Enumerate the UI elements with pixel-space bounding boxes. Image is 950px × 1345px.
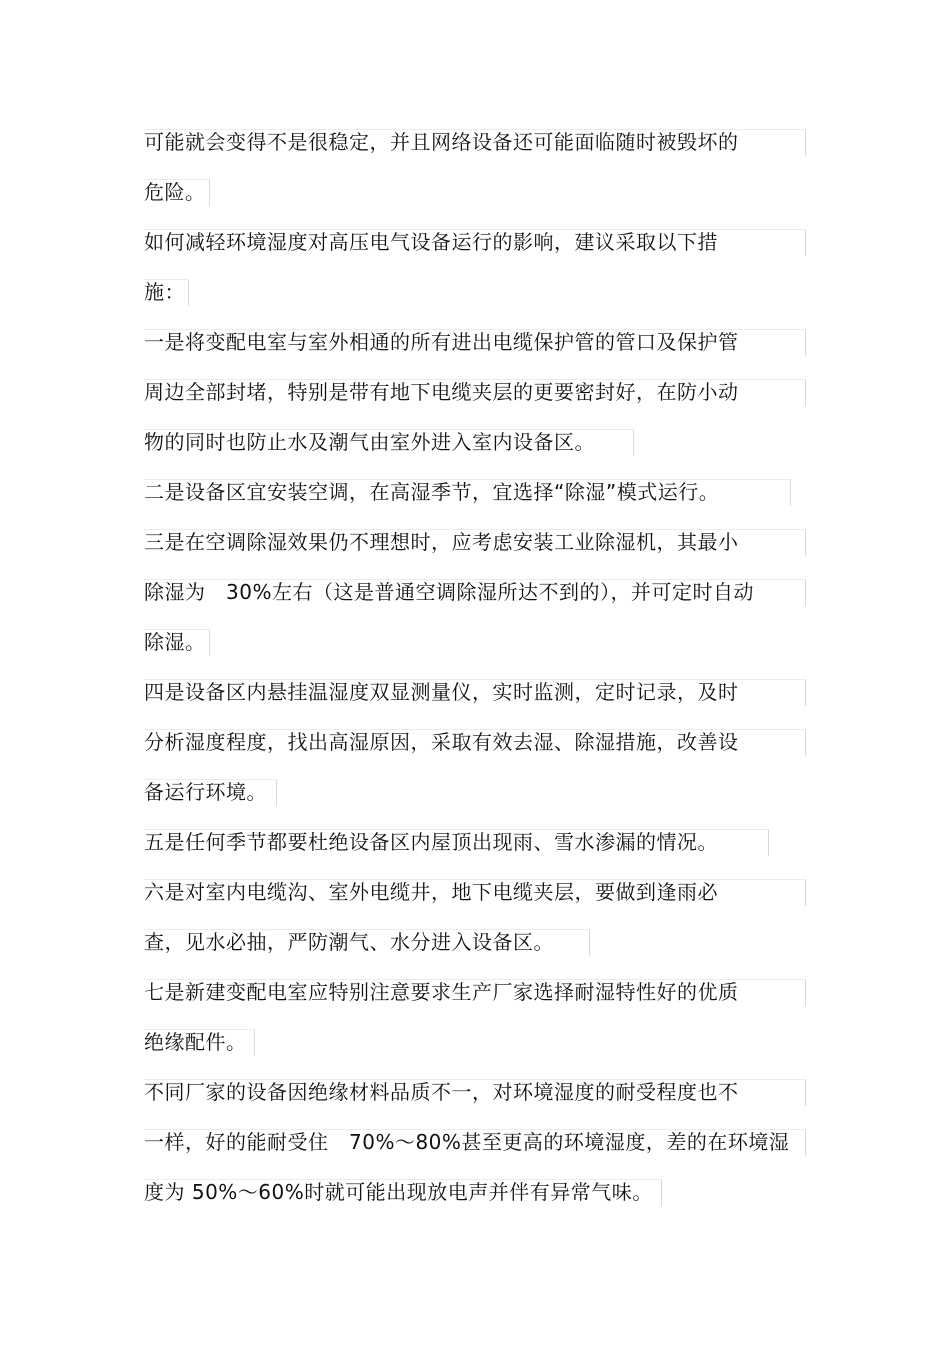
text-line: 五是任何季节都要杜绝设备区内屋顶出现雨、雪水渗漏的情况。 xyxy=(144,830,718,854)
text-line: 绝缘配件。 xyxy=(144,1030,247,1054)
text-line: 查，见水必抽，严防潮气、水分进入设备区。 xyxy=(144,930,554,954)
text-line: 三是在空调除湿效果仍不理想时，应考虑安装工业除湿机，其最小 xyxy=(144,530,739,554)
text-line: 物的同时也防止水及潮气由室外进入室内设备区。 xyxy=(144,430,595,454)
text-line: 备运行环境。 xyxy=(144,780,267,804)
text-line: 一是将变配电室与室外相通的所有进出电缆保护管的管口及保护管 xyxy=(144,330,739,354)
text-line: 如何减轻环境湿度对高压电气设备运行的影响，建议采取以下措 xyxy=(144,230,718,254)
text-line: 周边全部封堵，特别是带有地下电缆夹层的更要密封好，在防小动 xyxy=(144,380,739,404)
text-line: 可能就会变得不是很稳定，并且网络设备还可能面临随时被毁坏的 xyxy=(144,130,739,154)
text-line: 分析湿度程度，找出高湿原因，采取有效去湿、除湿措施，改善设 xyxy=(144,730,739,754)
text-line: 不同厂家的设备因绝缘材料品质不一，对环境湿度的耐受程度也不 xyxy=(144,1080,739,1104)
text-line: 七是新建变配电室应特别注意要求生产厂家选择耐湿特性好的优质 xyxy=(144,980,739,1004)
text-line: 除湿为 30%左右（这是普通空调除湿所达不到的），并可定时自动 xyxy=(144,580,754,604)
text-line: 二是设备区宜安装空调，在高湿季节，宜选择“除湿”模式运行。 xyxy=(144,480,720,504)
text-line: 危险。 xyxy=(144,180,206,204)
text-line: 度为 50%～60%时就可能出现放电声并伴有异常气味。 xyxy=(144,1180,653,1204)
text-line: 四是设备区内悬挂温湿度双显测量仪，实时监测，定时记录，及时 xyxy=(144,680,739,704)
text-line: 除湿。 xyxy=(144,630,206,654)
text-line: 六是对室内电缆沟、室外电缆井，地下电缆夹层，要做到逢雨必 xyxy=(144,880,718,904)
text-line: 施： xyxy=(144,280,185,304)
text-line: 一样，好的能耐受住 70%～80%甚至更高的环境湿度，差的在环境湿 xyxy=(144,1130,790,1154)
